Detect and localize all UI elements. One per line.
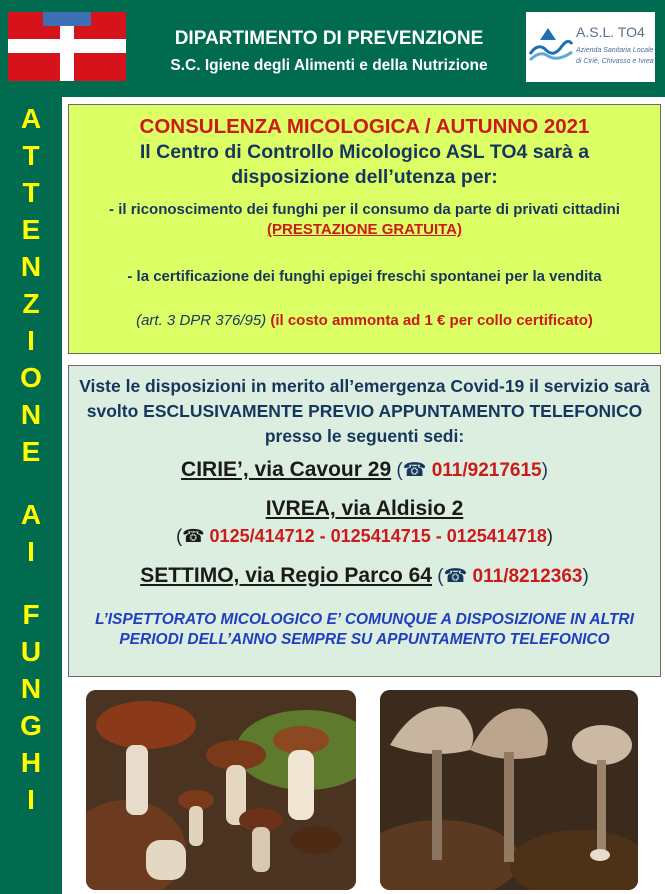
logo-line1: Azienda Sanitaria Locale (576, 47, 654, 54)
attenzione-banner (0, 97, 62, 894)
covid-notice (69, 374, 660, 449)
banner-letter: N (20, 673, 42, 704)
phone-icon: ☎ (182, 526, 205, 546)
department-title: DIPARTIMENTO DI PREVENZIONE (174, 28, 484, 49)
banner-letter: I (27, 325, 35, 356)
asl-logo (526, 12, 655, 82)
piedmont-flag (8, 12, 126, 81)
service-item-certification: - la certificazione dei funghi epigei freschi spontanei per la vendita (127, 268, 602, 285)
notice-emphasis: ESCLUSIVAMENTE PREVIO APPUNTAMENTO TELEFONICO (143, 401, 643, 421)
notice-text: presso le seguenti sedi: (264, 426, 465, 446)
service-item-identification (69, 200, 660, 240)
banner-letter: E (21, 214, 41, 245)
banner-letter: E (21, 436, 41, 467)
banner-letter: F (22, 599, 40, 630)
banner-letter: I (27, 536, 35, 567)
phone-number: 011/8212363 (472, 566, 583, 587)
consultation-line: disposizione dell’utenza per: (231, 166, 498, 188)
banner-letter: T (22, 177, 40, 208)
consultation-line: Il Centro di Controllo Micologico ASL TO4 sarà a (139, 141, 590, 163)
banner-letter: A (20, 499, 42, 530)
phone-number: 011/9217615 (431, 460, 542, 481)
inspectorate-note: L’ISPETTORATO MICOLOGICO E’ COMUNQUE A DISPOSIZIONE IN ALTRI PERIODI DELL’ANNO SEMPRE SU APPUNTAMENTO TELEFONICO (95, 611, 634, 648)
banner-letter: O (20, 362, 42, 393)
logo-line2: di Ciriè, Chivasso e Ivrea (576, 58, 654, 65)
service-item-text: - il riconoscimento dei funghi per il consumo da parte di privati cittadini (109, 201, 620, 218)
consultation-title: CONSULENZA MICOLOGICA / AUTUNNO 2021 (139, 115, 590, 138)
banner-letter: Z (22, 288, 40, 319)
banner-letter: T (22, 140, 40, 171)
logo-name: A.S.L. TO4 (576, 24, 645, 40)
phone-icon: ☎ (443, 566, 468, 587)
phone-number: 0125/414712 - 0125414715 - 0125414718 (209, 526, 547, 546)
banner-letter: G (20, 710, 42, 741)
boletus-mushrooms-photo (86, 690, 356, 890)
banner-letter: A (20, 103, 42, 134)
free-service-note: (PRESTAZIONE GRATUITA) (267, 221, 462, 238)
consultation-box (68, 104, 661, 354)
flag-crest (43, 12, 91, 26)
banner-letter: N (20, 251, 42, 282)
site-name: SETTIMO, via Regio Parco 64 (140, 564, 432, 587)
header (0, 0, 665, 97)
banner-letter: H (20, 747, 42, 778)
phone-icon: ☎ (402, 460, 427, 481)
appointment-box (68, 365, 661, 677)
department-subtitle: S.C. Igiene degli Alimenti e della Nutrizione (170, 57, 488, 74)
notice-text: Viste le disposizioni in merito all’emergenza Covid-19 il servizio sarà svolto (79, 376, 650, 421)
site-ivrea (69, 497, 660, 521)
site-cirie: CIRIE’, via Cavour 29 (☎ 011/9217615) (181, 458, 548, 481)
banner-letter: U (20, 636, 42, 667)
wave-logo-icon (528, 24, 574, 64)
site-settimo: SETTIMO, via Regio Parco 64 (☎ 011/8212363) (140, 564, 589, 587)
cost-note: (il costo ammonta ad 1 € per collo certificato) (266, 312, 593, 329)
site-name: CIRIE’, via Cavour 29 (181, 458, 392, 481)
parasol-mushrooms-photo (380, 690, 638, 890)
banner-letter: I (27, 784, 35, 815)
site-ivrea-phones: (☎ 0125/414712 - 0125414715 - 0125414718) (176, 526, 553, 546)
banner-letter: N (20, 399, 42, 430)
site-name: IVREA, via Aldisio 2 (265, 497, 464, 520)
certification-cost (69, 312, 660, 329)
law-reference: (art. 3 DPR 376/95) (136, 312, 267, 329)
